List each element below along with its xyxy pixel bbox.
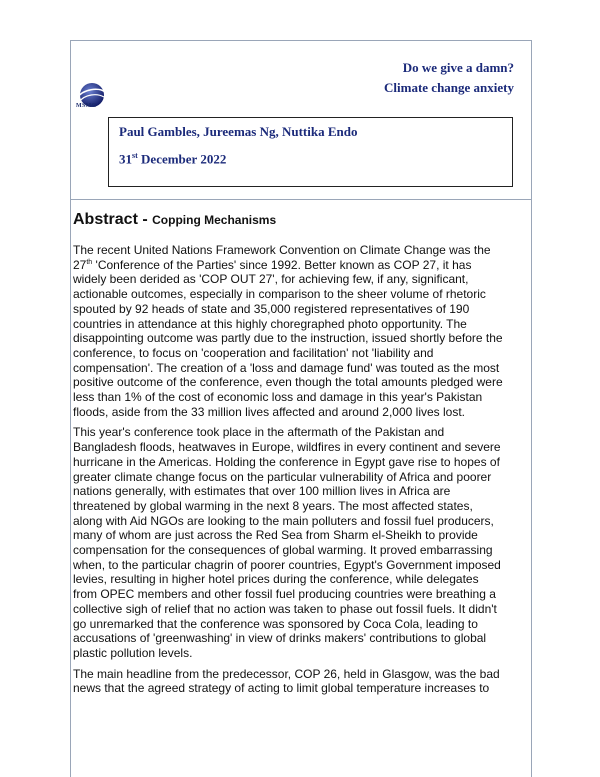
authors-box (108, 117, 513, 187)
globe-logo-icon (73, 72, 107, 122)
line: conference, to focus on 'cooperation and facilitation' not 'liability and (73, 345, 434, 360)
line: threatened by global warming in the next 8 years. The most affected states, (73, 498, 473, 513)
line: many of whom are just across the Red Sea from Sharm el-Sheikh to provide (73, 528, 478, 543)
publication-date (119, 151, 226, 167)
line: along with Aid NGOs are looking to the main polluters and fossil fuel producers, (73, 513, 494, 528)
line: spouted by 92 heads of state and 35,000 registered representatives of 190 (73, 301, 470, 316)
line: 27 (73, 257, 87, 272)
line: Bangladesh floods, heatwaves in Europe, wildfires in every continent and severe (73, 440, 501, 455)
paragraph-1 (73, 243, 528, 419)
line: go unremarked that the conference was sponsored by Coca Cola, leading to (73, 616, 478, 631)
line: positive outcome of the conference, even though the total amounts pledged were (73, 375, 503, 390)
abstract-heading (73, 211, 276, 229)
section-divider (70, 199, 531, 200)
document-title (384, 58, 514, 98)
line: floods, aside from the 33 million lives affected and around 2,000 lives lost. (73, 404, 466, 419)
date-day: 31 (119, 151, 132, 167)
title-line-2: Climate change anxiety (384, 80, 514, 95)
line: collective sigh of relief that no action was taken to phase out fossil fuels. It didn't (73, 601, 497, 616)
line: from OPEC members and other fossil fuel producing countries were breathing a (73, 587, 496, 602)
line: countries in attendance at this highly choregraphed photo opportunity. The (73, 316, 467, 331)
line: compensation'. The creation of a 'loss and damage fund' was touted as the most (73, 360, 500, 375)
paragraph-2 (73, 425, 528, 660)
line: This year's conference took place in the aftermath of the Pakistan and (73, 425, 445, 440)
logo-text: MSMG (76, 103, 97, 109)
date-suffix: st (132, 151, 138, 160)
abstract-body (73, 243, 528, 702)
line: less than 1% of the cost of economic loss and damage in this year's Pakistan (73, 390, 483, 405)
line: nations generally, with estimates that over 100 million lives in Africa are (73, 484, 451, 499)
author-names: Paul Gambles, Jureemas Ng, Nuttika Endo (119, 124, 358, 139)
line: when, to the particular chagrin of poorer countries, Egypt's Government imposed (73, 557, 501, 572)
abstract-label: Abstract - (73, 211, 153, 228)
line: widely been derided as 'COP OUT 27', for achieving few, if any, significant, (73, 272, 469, 287)
superscript: th (86, 258, 93, 266)
date-rest: December 2022 (137, 151, 227, 167)
line: The main headline from the predecessor, COP 26, held in Glasgow, was the bad (73, 666, 500, 681)
line: The recent United Nations Framework Convention on Climate Change was the (73, 243, 491, 257)
line: hurricane in the Americas. Holding the conference in Egypt gave rise to hopes of (73, 454, 500, 469)
line: greater climate change focus on the particular vulnerability of Africa and poorer (73, 469, 492, 484)
paragraph-3 (73, 667, 528, 696)
line: actionable outcomes, especially in comparison to the sheer volume of rhetoric (73, 287, 486, 302)
line: accusations of 'greenwashing' in view of drinks makers' contributions to global (73, 631, 487, 646)
line: compensation for the consequences of global warming. It proved embarrassing (73, 543, 493, 558)
line: news that the agreed strategy of acting to limit global temperature increases to (73, 681, 490, 696)
line: plastic pollution levels. (73, 645, 193, 660)
line: disappointing outcome was partly due to the instruction, issued shortly before the (73, 331, 503, 346)
line: levies, resulting in higher hotel prices during the conference, while delegates (73, 572, 479, 587)
abstract-subheading: Copping Mechanisms (152, 213, 277, 227)
title-line-1: Do we give a damn? (402, 60, 514, 75)
line: 'Conference of the Parties' since 1992. Better known as COP 27, it has (92, 257, 472, 272)
